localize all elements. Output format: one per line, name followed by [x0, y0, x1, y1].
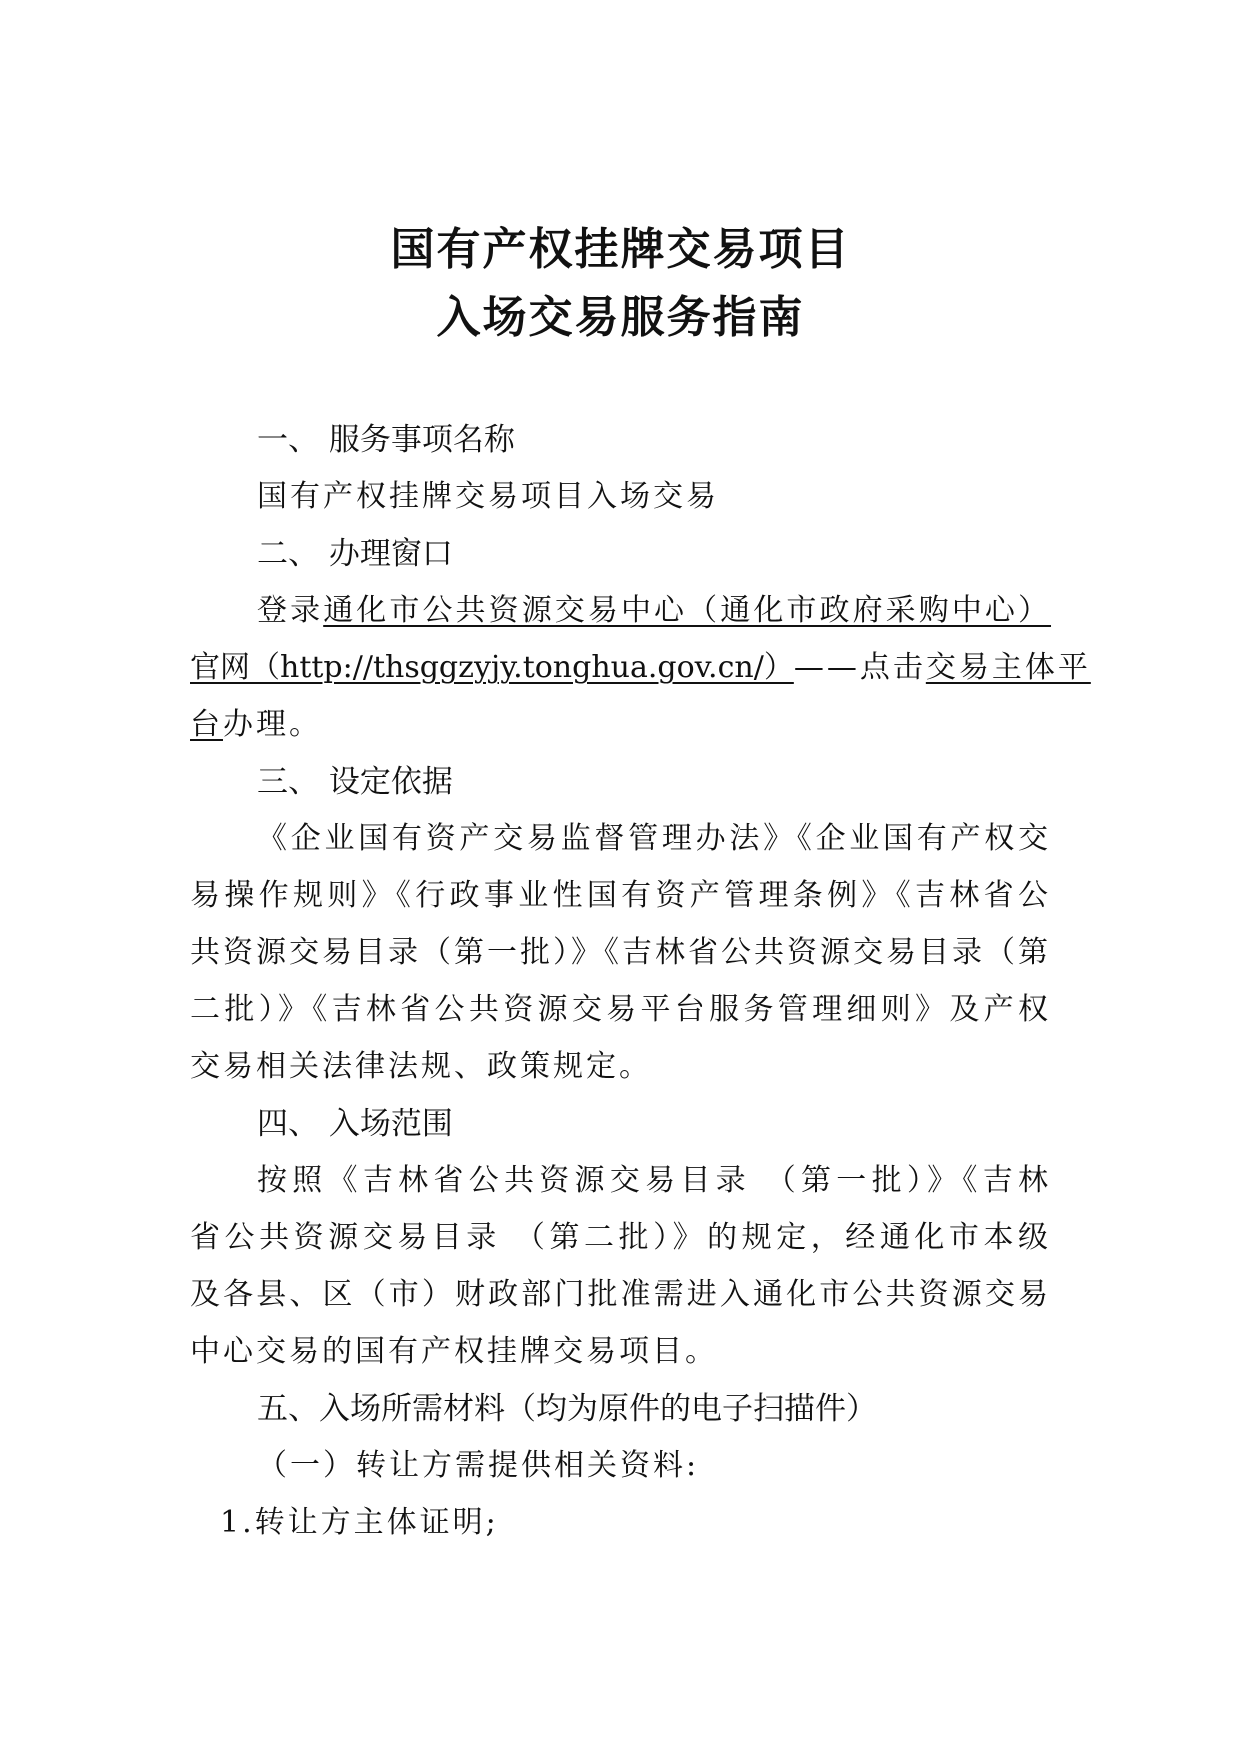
section-5-subheading: （一）转让方需提供相关资料:	[257, 1448, 700, 1483]
trading-center-link[interactable]: 通化市公共资源交易中心（通化市政府采购中心）	[323, 593, 1052, 628]
section-5-item-1: 1.转让方主体证明;	[220, 1505, 499, 1540]
trading-platform-link-end[interactable]: 台	[190, 707, 223, 742]
official-website-link[interactable]: 官网（http://thsggzyjy.tonghua.gov.cn/）	[190, 650, 794, 685]
click-text: ——点击	[793, 650, 926, 685]
section-4-line-2: 省公共资源交易目录 （第二批）》的规定，经通化市本级	[190, 1220, 1051, 1255]
section-2-line-2	[190, 646, 1091, 690]
section-4-line-4: 中心交易的国有产权挂牌交易项目。	[190, 1334, 718, 1369]
document-title-line-1: 国有产权挂牌交易项目	[390, 224, 851, 275]
section-1-body: 国有产权挂牌交易项目入场交易	[257, 479, 719, 514]
section-2-line-3	[190, 703, 322, 747]
section-2-line-1	[257, 589, 1051, 633]
trading-platform-link[interactable]: 交易主体平	[925, 650, 1091, 685]
section-3-line-1: 《企业国有资产交易监督管理办法》《企业国有产权交	[257, 821, 1051, 856]
section-3-line-3: 共资源交易目录（第一批）》《吉林省公共资源交易目录（第	[190, 935, 1051, 970]
section-2-heading: 二、 办理窗口	[257, 536, 453, 572]
section-3-heading: 三、 设定依据	[257, 764, 453, 800]
section-3-line-5: 交易相关法律法规、政策规定。	[190, 1049, 652, 1084]
section-4-line-1: 按照《吉林省公共资源交易目录 （第一批）》《吉林	[257, 1163, 1051, 1198]
section-1-heading: 一、 服务事项名称	[257, 422, 515, 458]
section-3-line-4: 二批）》《吉林省公共资源交易平台服务管理细则》及产权	[190, 992, 1051, 1027]
login-text: 登录	[257, 593, 324, 628]
document-title-line-2: 入场交易服务指南	[436, 292, 805, 343]
section-4-line-3: 及各县、区（市）财政部门批准需进入通化市公共资源交易	[190, 1277, 1051, 1312]
section-4-heading: 四、 入场范围	[257, 1106, 453, 1142]
handle-text: 办理。	[223, 707, 322, 742]
section-3-line-2: 易操作规则》《行政事业性国有资产管理条例》《吉林省公	[190, 878, 1051, 913]
section-5-heading: 五、入场所需材料（均为原件的电子扫描件）	[257, 1391, 877, 1427]
